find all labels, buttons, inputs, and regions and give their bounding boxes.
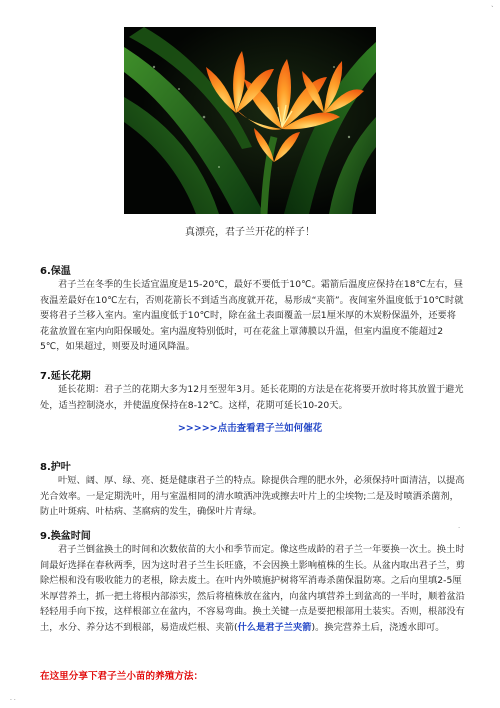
clivia-flower-illustration <box>124 27 376 214</box>
section-text-keep-warm: 君子兰在冬季的生长适宜温度是15-20℃，最好不要低于10℃。霜箭后温度应保持在18℃左右，昼夜温差最好在10℃左右，否则花箭长不到适当高度就开花，易形成“夹箭”。夜间室外温度低于10℃时就要将君子兰移入室内。室内温度低于10℃时，除在盆土表面覆盖一层1厘米厚的木炭粉保温外，还要将花盆放置在室内向阳保暖处。室内温度特别低时，可在花盆上罩薄膜以升温，但室内温度不能超过25℃，如果超过，则要及时通风降温。 <box>40 279 464 353</box>
red-note: 在这里分享下君子兰小苗的养殖方法： <box>40 671 204 682</box>
section-heading-extend-flowering: 7.延长花期 <box>40 371 91 382</box>
section-text-leaf-care: 叶短、阔、厚、绿、亮、挺是健康君子兰的特点。除提供合理的肥水外，必须保持叶面清洁，以提高光合效率。一是定期洗叶，用与室温相同的清水喷洒冲洗或擦去叶片上的尘埃物;二是及时喷洒杀菌剂，防止叶斑病、叶枯病、茎腐病的发生，确保叶片青绿。 <box>40 475 465 518</box>
section-heading-leaf-care: 8.护叶 <box>40 462 71 473</box>
section-heading-keep-warm: 6.保温 <box>40 266 71 277</box>
photo-caption: 真漂亮，君子兰开花的样子！ <box>185 227 315 238</box>
section-heading-repotting: 9.换盆时间 <box>40 531 91 542</box>
section-text-extend-flowering: 延长花期：君子兰的花期大多为12月至翌年3月。延长花期的方法是在花将要开放时将其放置于避光处，适当控制浇水，并使温度保持在8-12℃。这样，花期可延长10-20天。 <box>40 384 464 411</box>
link-forcing-flowers[interactable]: >>>>>点击查看君子兰如何催花 <box>177 423 323 434</box>
corner-mark-mid-right: . <box>458 523 460 530</box>
repotting-text-part-2: )。换完营养土后，浇透水即可。 <box>311 621 445 633</box>
clivia-flower-photo <box>124 27 376 214</box>
repotting-text-part-1: 君子兰倒盆换土的时间和次数依苗的大小和季节而定。像这些成龄的君子兰一年要换一次土。换土时间最好选择在春秋两季，因为这时君子兰生长旺盛，不会因换土影响植株的生长。从盆内取出君子兰，剪除烂根和没有吸收能力的老根，除去废土。在叶内外喷施护树将军消毒杀菌保温防寒。之后向里填2-5厘米厚营养土，抓一把土将根内部添实，然后将植株放在盆内，向盆内填营养土到盆高的一半时，顺着盆沿轻轻用手向下按，这样根部立在盆内，不容易弯曲。换土关键一点是要把根部用土装实。否则，根部没有土，水分、养分达不到根部，易造成烂根、夹箭( <box>40 544 465 633</box>
section-text-repotting <box>40 542 465 636</box>
corner-mark-bottom-left: . . <box>10 695 16 702</box>
link-what-is-jiajian[interactable]: 什么是君子兰夹箭 <box>237 621 312 633</box>
corner-mark-top-right: ` <box>491 6 494 13</box>
